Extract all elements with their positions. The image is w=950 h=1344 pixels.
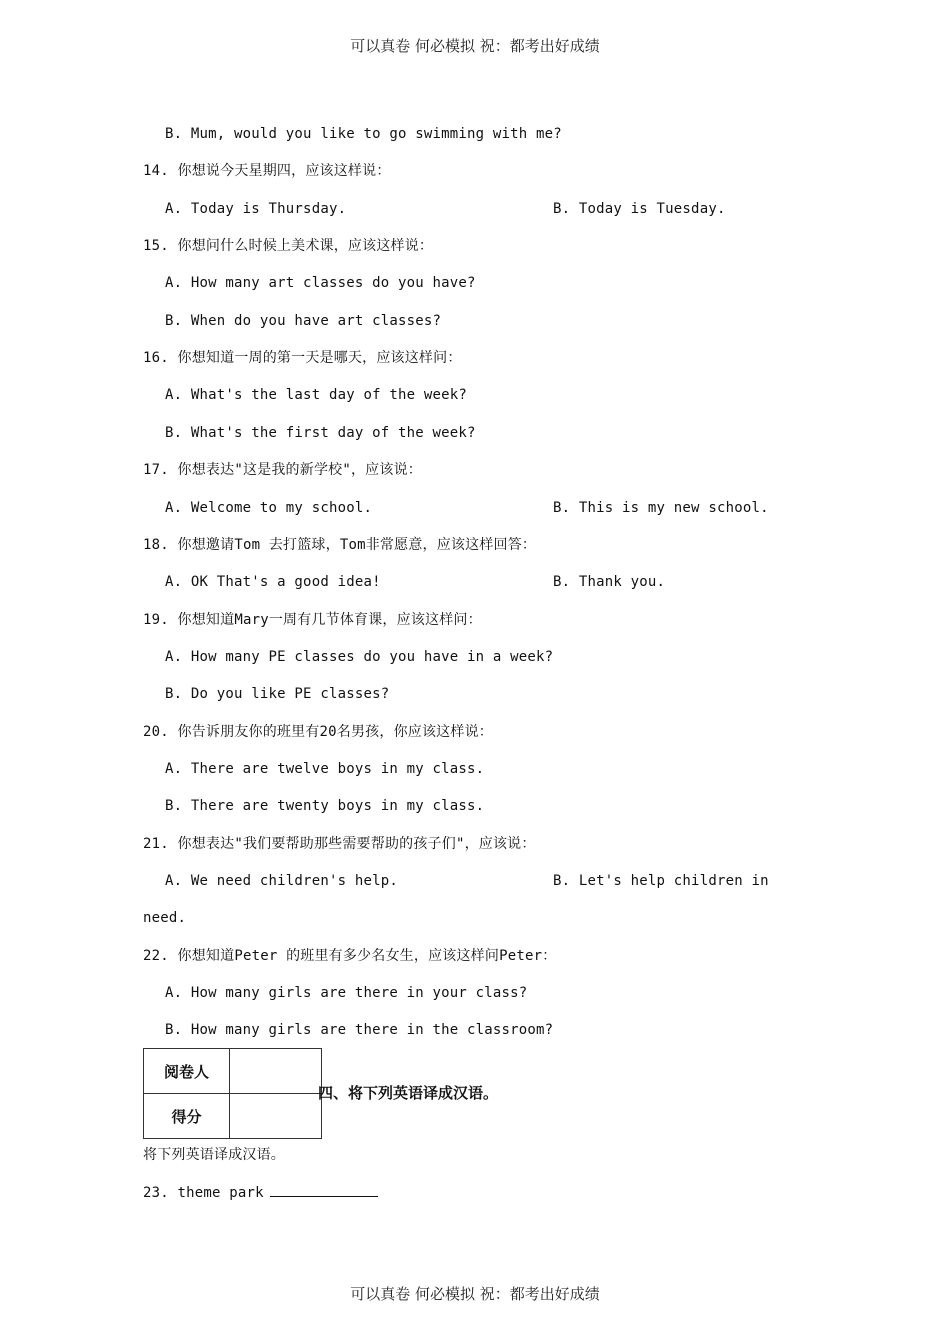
section-4-instruction: 将下列英语译成汉语。: [143, 1147, 285, 1163]
q15-option-a: A. How many art classes do you have?: [165, 275, 476, 291]
q16-option-b: B. What's the first day of the week?: [165, 425, 476, 441]
q13-option-b: B. Mum, would you like to go swimming with me?: [165, 126, 562, 142]
q21-option-b: B. Let's help children in: [553, 873, 769, 889]
q17-question: 17. 你想表达"这是我的新学校"，应该说：: [143, 462, 422, 478]
q18-option-a: A. OK That's a good idea!: [165, 574, 381, 590]
q22-question: 22. 你想知道Peter 的班里有多少名女生，应该这样问Peter：: [143, 948, 557, 964]
page-footer: 可以真卷 何必模拟 祝：都考出好成绩: [350, 1285, 600, 1303]
q23-answer-blank[interactable]: [270, 1182, 378, 1197]
q21-option-a: A. We need children's help.: [165, 873, 398, 889]
page-header: 可以真卷 何必模拟 祝：都考出好成绩: [350, 37, 600, 55]
q23-row: [143, 1182, 378, 1203]
q20-option-a: A. There are twelve boys in my class.: [165, 761, 485, 777]
q19-question: 19. 你想知道Mary一周有几节体育课，应该这样问：: [143, 612, 482, 628]
reviewer-blank-cell: [230, 1049, 322, 1094]
score-table: [143, 1048, 322, 1139]
q17-option-b: B. This is my new school.: [553, 500, 769, 516]
q14-option-b: B. Today is Tuesday.: [553, 201, 726, 217]
reviewer-label: 阅卷人: [144, 1049, 230, 1094]
q20-option-b: B. There are twenty boys in my class.: [165, 798, 485, 814]
q19-option-a: A. How many PE classes do you have in a week?: [165, 649, 554, 665]
q18-option-b: B. Thank you.: [553, 574, 666, 590]
q21-option-b-continued: need.: [143, 910, 187, 926]
q14-option-a: A. Today is Thursday.: [165, 201, 347, 217]
q22-option-a: A. How many girls are there in your class?: [165, 985, 528, 1001]
q20-question: 20. 你告诉朋友你的班里有20名男孩，你应该这样说：: [143, 724, 493, 740]
score-label: 得分: [144, 1094, 230, 1139]
section-4-title: 四、将下列英语译成汉语。: [318, 1084, 499, 1102]
q15-option-b: B. When do you have art classes?: [165, 313, 442, 329]
q17-option-a: A. Welcome to my school.: [165, 500, 373, 516]
q18-question: 18. 你想邀请Tom 去打篮球，Tom非常愿意，应该这样回答：: [143, 537, 537, 553]
score-blank-cell: [230, 1094, 322, 1139]
q15-question: 15. 你想问什么时候上美术课，应该这样说：: [143, 238, 434, 254]
q22-option-b: B. How many girls are there in the classroom?: [165, 1022, 554, 1038]
q19-option-b: B. Do you like PE classes?: [165, 686, 390, 702]
q23-question: 23. theme park: [143, 1185, 264, 1201]
q21-question: 21. 你想表达"我们要帮助那些需要帮助的孩子们"，应该说：: [143, 836, 536, 852]
q16-option-a: A. What's the last day of the week?: [165, 387, 468, 403]
q16-question: 16. 你想知道一周的第一天是哪天，应该这样问：: [143, 350, 462, 366]
q14-question: 14. 你想说今天星期四，应该这样说：: [143, 163, 391, 179]
